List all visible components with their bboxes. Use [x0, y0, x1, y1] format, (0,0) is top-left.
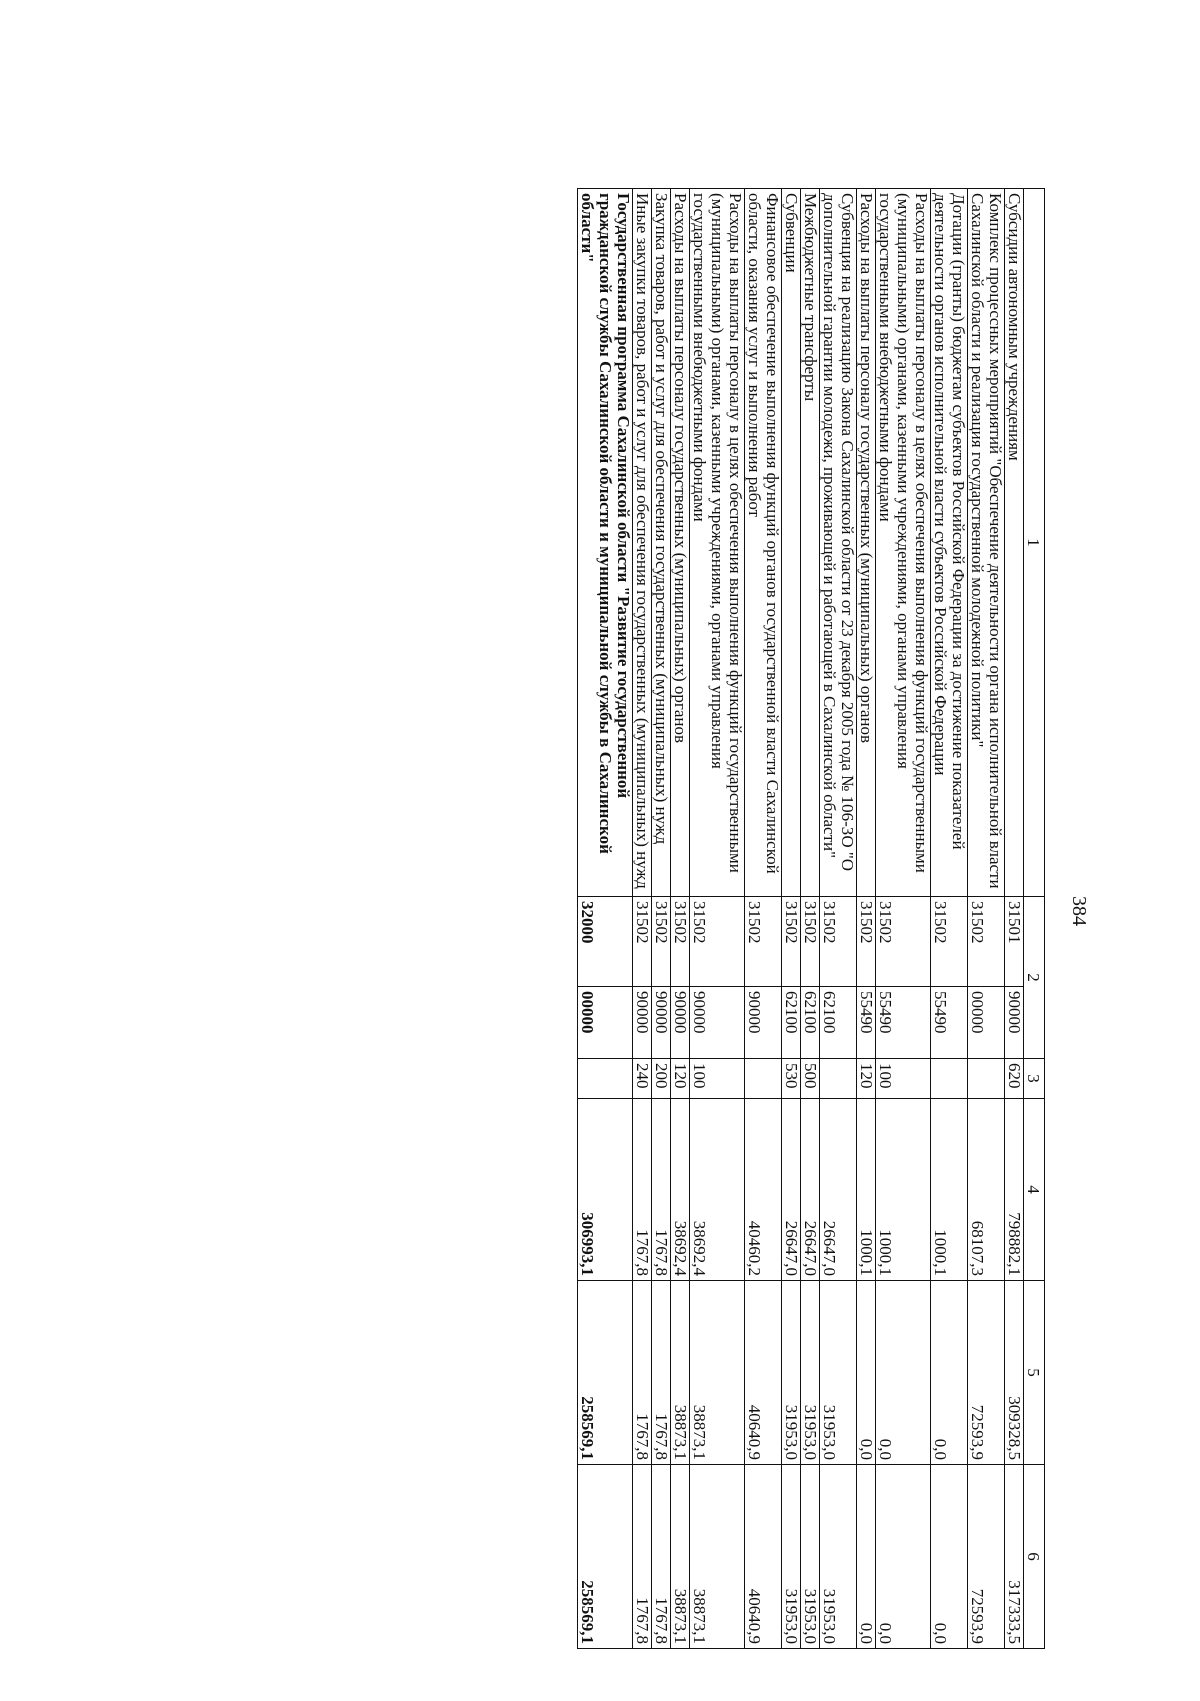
row-code-item: 62100	[820, 987, 857, 1059]
header-col-4: 4	[1024, 1099, 1045, 1281]
row-name: Государственная программа Сахалинской области "Развитие государственной гражданской службы Сахалинской области и муниципальной службы в Сахалинской области"	[578, 189, 633, 897]
row-code-item: 55490	[876, 987, 931, 1059]
row-amount-col4: 68107,3	[968, 1099, 1005, 1281]
table-row	[782, 189, 801, 1649]
table-row	[633, 189, 652, 1649]
row-amount-col4: 1000,1	[931, 1099, 968, 1281]
row-amount-col6: 38873,1	[671, 1465, 690, 1649]
row-code-section: 31502	[857, 897, 876, 987]
row-amount-col6: 1767,8	[652, 1465, 671, 1649]
row-name: Расходы на выплаты персоналу государственных (муниципальных) органов	[857, 189, 876, 897]
row-name: Дотации (гранты) бюджетам субъектов Российской Федерации за достижение показателей деятельности органов исполнительной власти субъектов Российской Федерации	[931, 189, 968, 897]
row-expense-type	[820, 1059, 857, 1099]
row-code-section: 31502	[652, 897, 671, 987]
row-code-section: 31502	[782, 897, 801, 987]
table-row	[690, 189, 745, 1649]
row-expense-type: 240	[633, 1059, 652, 1099]
row-amount-col6: 0,0	[876, 1465, 931, 1649]
row-amount-col5: 31953,0	[820, 1281, 857, 1465]
row-name: Расходы на выплаты персоналу в целях обеспечения выполнения функций государственными (муниципальными) органами, казенными учреждениями, органами управления государственными внебюджетными фондами	[690, 189, 745, 897]
row-code-item: 00000	[968, 987, 1005, 1059]
row-code-item: 90000	[745, 987, 782, 1059]
row-amount-col4: 40460,2	[745, 1099, 782, 1281]
row-name: Расходы на выплаты персоналу в целях обеспечения выполнения функций государственными (муниципальными) органами, казенными учреждениями, органами управления государственными внебюджетными фондами	[876, 189, 931, 897]
row-name: Субсидии автономным учреждениям	[1005, 189, 1024, 897]
row-amount-col6: 31953,0	[801, 1465, 820, 1649]
row-code-item: 55490	[857, 987, 876, 1059]
table-row	[578, 189, 633, 1649]
row-amount-col5: 309328,5	[1005, 1281, 1024, 1465]
header-col-3: 3	[1024, 1059, 1045, 1099]
row-amount-col4: 1767,8	[633, 1099, 652, 1281]
row-expense-type	[968, 1059, 1005, 1099]
header-col-1: 1	[1024, 189, 1045, 897]
row-amount-col6: 31953,0	[782, 1465, 801, 1649]
row-amount-col6: 1767,8	[633, 1465, 652, 1649]
row-amount-col5: 72593,9	[968, 1281, 1005, 1465]
header-col-5: 5	[1024, 1281, 1045, 1465]
row-expense-type: 120	[857, 1059, 876, 1099]
row-expense-type: 530	[782, 1059, 801, 1099]
row-name: Расходы на выплаты персоналу государственных (муниципальных) органов	[671, 189, 690, 897]
row-amount-col4: 26647,0	[782, 1099, 801, 1281]
row-code-item: 90000	[1005, 987, 1024, 1059]
row-amount-col4: 26647,0	[820, 1099, 857, 1281]
row-amount-col4: 26647,0	[801, 1099, 820, 1281]
row-amount-col4: 38692,4	[690, 1099, 745, 1281]
row-amount-col5: 0,0	[931, 1281, 968, 1465]
row-expense-type: 100	[876, 1059, 931, 1099]
table-row	[820, 189, 857, 1649]
row-expense-type	[578, 1059, 633, 1099]
row-code-item: 90000	[690, 987, 745, 1059]
row-code-item: 62100	[801, 987, 820, 1059]
row-amount-col5: 38873,1	[671, 1281, 690, 1465]
row-amount-col6: 317333,5	[1005, 1465, 1024, 1649]
table-row	[876, 189, 931, 1649]
row-expense-type: 100	[690, 1059, 745, 1099]
row-amount-col5: 31953,0	[782, 1281, 801, 1465]
rotated-page-content	[577, 188, 1045, 1648]
row-amount-col5: 258569,1	[578, 1281, 633, 1465]
row-code-section: 31502	[931, 897, 968, 987]
table-row	[857, 189, 876, 1649]
row-expense-type: 120	[671, 1059, 690, 1099]
row-amount-col5: 40640,9	[745, 1281, 782, 1465]
budget-table-body	[578, 189, 1045, 1649]
row-name: Закупка товаров, работ и услуг для обеспечения государственных (муниципальных) нужд	[652, 189, 671, 897]
header-col-2: 2	[1024, 897, 1045, 1059]
row-amount-col4: 1000,1	[857, 1099, 876, 1281]
row-name: Финансовое обеспечение выполнения функций органов государственной власти Сахалинской области, оказания услуг и выполнения работ	[745, 189, 782, 897]
row-amount-col5: 38873,1	[690, 1281, 745, 1465]
table-row	[801, 189, 820, 1649]
header-row	[1024, 189, 1045, 1649]
row-amount-col4: 38692,4	[671, 1099, 690, 1281]
table-row	[652, 189, 671, 1649]
row-expense-type: 620	[1005, 1059, 1024, 1099]
row-code-item: 90000	[671, 987, 690, 1059]
row-expense-type: 500	[801, 1059, 820, 1099]
page-number: 384	[1068, 896, 1090, 926]
row-amount-col5: 1767,8	[652, 1281, 671, 1465]
row-amount-col5: 0,0	[876, 1281, 931, 1465]
row-amount-col6: 72593,9	[968, 1465, 1005, 1649]
row-amount-col6: 0,0	[857, 1465, 876, 1649]
table-row	[968, 189, 1005, 1649]
row-amount-col4: 306993,1	[578, 1099, 633, 1281]
row-code-section: 31502	[876, 897, 931, 987]
row-code-section: 31502	[745, 897, 782, 987]
row-code-section: 31502	[690, 897, 745, 987]
row-amount-col4: 1000,1	[876, 1099, 931, 1281]
row-name: Межбюджетные трансферты	[801, 189, 820, 897]
row-amount-col6: 258569,1	[578, 1465, 633, 1649]
row-code-item: 90000	[633, 987, 652, 1059]
row-amount-col5: 1767,8	[633, 1281, 652, 1465]
row-name: Субвенция на реализацию Закона Сахалинской области от 23 декабря 2005 года № 106-ЗО "О дополнительной гарантии молодежи, проживающей и работающей в Сахалинской области"	[820, 189, 857, 897]
row-expense-type	[745, 1059, 782, 1099]
table-row	[671, 189, 690, 1649]
row-amount-col6: 38873,1	[690, 1465, 745, 1649]
row-code-section: 32000	[578, 897, 633, 987]
row-expense-type: 200	[652, 1059, 671, 1099]
row-code-item: 00000	[578, 987, 633, 1059]
table-row	[745, 189, 782, 1649]
row-code-section: 31501	[1005, 897, 1024, 987]
table-row	[931, 189, 968, 1649]
row-code-section: 31502	[671, 897, 690, 987]
row-amount-col4: 798882,1	[1005, 1099, 1024, 1281]
row-code-item: 90000	[652, 987, 671, 1059]
header-col-6: 6	[1024, 1465, 1045, 1649]
budget-table	[577, 188, 1045, 1649]
table-row	[1005, 189, 1024, 1649]
row-name: Субвенции	[782, 189, 801, 897]
row-amount-col6: 0,0	[931, 1465, 968, 1649]
row-code-item: 55490	[931, 987, 968, 1059]
row-name: Комплекс процессных мероприятий "Обеспечение деятельности органа исполнительной власти Сахалинской области и реализация государственной молодежной политики"	[968, 189, 1005, 897]
row-amount-col6: 31953,0	[820, 1465, 857, 1649]
row-code-section: 31502	[801, 897, 820, 987]
row-code-section: 31502	[968, 897, 1005, 987]
row-amount-col5: 0,0	[857, 1281, 876, 1465]
row-name: Иные закупки товаров, работ и услуг для обеспечения государственных (муниципальных) нужд	[633, 189, 652, 897]
row-code-item: 62100	[782, 987, 801, 1059]
row-amount-col5: 31953,0	[801, 1281, 820, 1465]
row-code-section: 31502	[633, 897, 652, 987]
row-code-section: 31502	[820, 897, 857, 987]
row-amount-col6: 40640,9	[745, 1465, 782, 1649]
row-expense-type	[931, 1059, 968, 1099]
row-amount-col4: 1767,8	[652, 1099, 671, 1281]
